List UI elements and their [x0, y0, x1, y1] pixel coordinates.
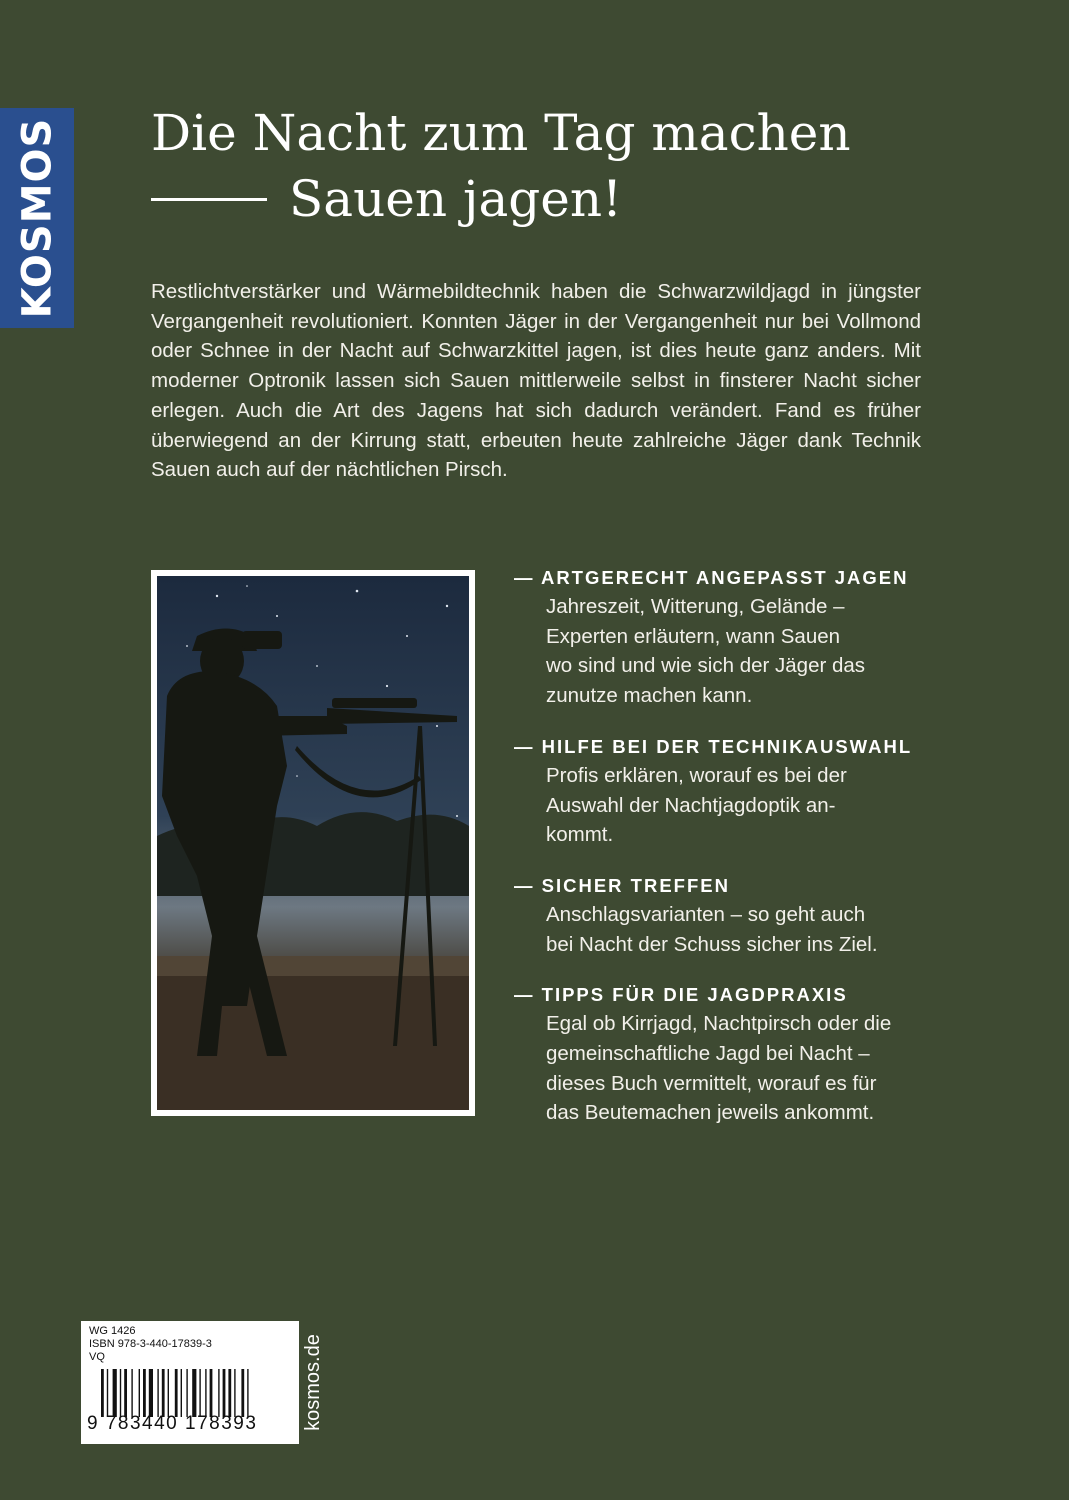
website-url: [300, 1321, 326, 1444]
feature-item: [514, 733, 954, 850]
website-text: kosmos.de: [301, 1334, 324, 1431]
feature-heading: — TIPPS FÜR DIE JAGDPRAXIS: [514, 984, 848, 1006]
headline-dash-rule: [151, 198, 267, 201]
barcode-digits: 9 783440 178393: [87, 1413, 258, 1434]
hunter-illustration: [157, 576, 469, 1110]
intro-paragraph: Restlichtverstärker und Wärmebildtechnik haben die Schwarzwildjagd in jüngster Vergangenheit revolutioniert. Konnten Jäger in der Vergangenheit nur bei Vollmond oder Schnee in der Nacht auf Schwarzkittel jagen, ist dies heute ganz anders. Mit moderner Optronik lassen sich Sauen mittlerweile selbst in finsterer Nacht sicher erlegen. Auch die Art des Jagens hat sich dadurch verändert. Fand es früher überwiegend an der Kirrung statt, erbeuten heute zahlreiche Jäger dank Technik Sauen auch auf der nächtlichen Pirsch.: [151, 280, 921, 482]
feature-heading: — SICHER TREFFEN: [514, 874, 730, 896]
feature-item: [514, 564, 954, 711]
barcode-meta: [89, 1325, 212, 1364]
headline-line-1: Die Nacht zum Tag machen: [151, 104, 851, 162]
product-code: VQ: [89, 1351, 105, 1363]
feature-text: Profis erklären, worauf es bei der Auswahl der Nachtjagdoptik an- kommt.: [546, 763, 847, 847]
feature-item: [514, 872, 954, 959]
feature-text: Anschlagsvarianten – so geht auch bei Nacht der Schuss sicher ins Ziel.: [546, 902, 878, 956]
feature-heading: — ARTGERECHT ANGEPASST JAGEN: [514, 567, 909, 588]
hunter-night-photo: [151, 570, 475, 1116]
barcode-panel: [81, 1321, 299, 1444]
kosmos-logo-tab: [0, 108, 74, 328]
wg-code: WG 1426: [89, 1325, 136, 1337]
brand-name: KOSMOS: [14, 117, 61, 319]
feature-heading: — HILFE BEI DER TECHNIKAUSWAHL: [514, 735, 913, 757]
barcode-bars-icon: [101, 1369, 291, 1417]
headline-line-2: Sauen jagen!: [289, 170, 623, 228]
feature-text: Egal ob Kirrjagd, Nachtpirsch oder die gemeinschaftliche Jagd bei Nacht – dieses Buch vermittelt, worauf es für das Beutemachen jeweils ankommt.: [546, 1012, 892, 1125]
feature-list: [514, 564, 954, 1150]
feature-item: [514, 981, 954, 1128]
feature-text: Jahreszeit, Witterung, Gelände – Experten erläutern, wann Sauen wo sind und wie sich der Jäger das zunutze machen kann.: [546, 595, 866, 708]
isbn-text: ISBN 978-3-440-17839-3: [89, 1338, 212, 1350]
headline: [151, 100, 1011, 232]
